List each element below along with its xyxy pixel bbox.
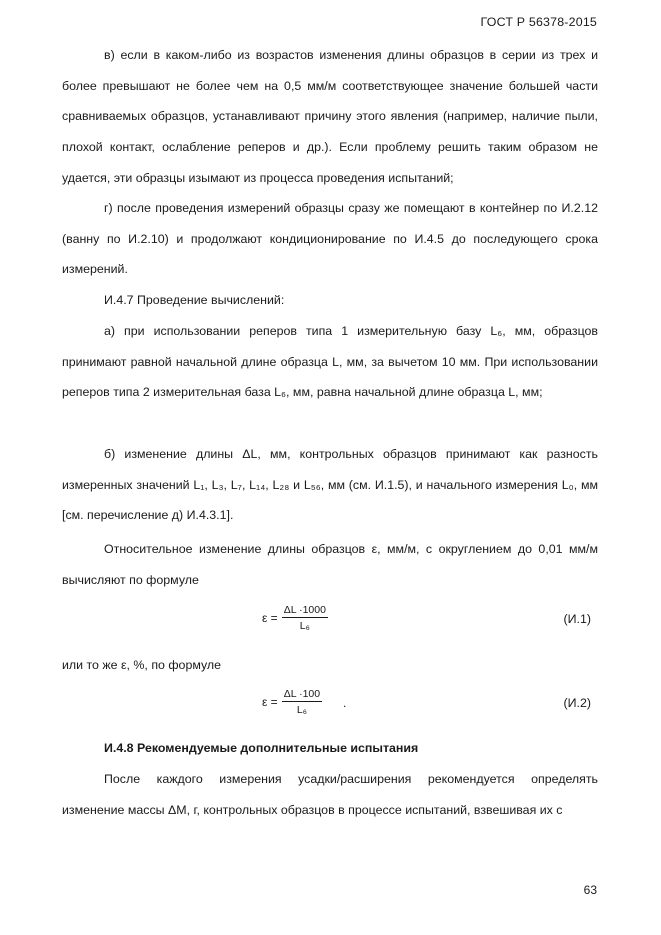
formula-lhs: ε =	[262, 611, 278, 625]
fraction-denominator: L₆	[296, 704, 307, 716]
formula-lhs: ε =	[262, 695, 278, 709]
fraction-denominator: L₆	[299, 620, 310, 632]
paragraph-mass-change: После каждого измерения усадки/расширения рекомендуется определять изменение массы ΔM, г, контрольных образцов в процессе испытаний, взвешивая их с	[62, 772, 598, 817]
fraction	[282, 688, 322, 716]
paragraph-or: или то же ε, %, по формуле	[62, 658, 222, 672]
fraction-numerator: ΔL ·100	[283, 688, 321, 700]
paragraph-relative-change: Относительное изменение длины образцов ε, мм/м, с округлением до 0,01 мм/м вычисляют по формуле	[62, 542, 598, 587]
paragraph-b: б) изменение длины ΔL, мм, контрольных образцов принимают как разность измеренных значений L₁, L₃, L₇, L₁₄, L₂₈ и L₅₆, мм (см. И.1.5), и начального измерения L₀, мм [см. перечисление д) И.4.3.1].	[62, 447, 598, 523]
formula-terminator: .	[343, 696, 347, 710]
fraction-numerator: ΔL ·1000	[283, 604, 326, 616]
paragraph-g: г) после проведения измерений образцы сразу же помещают в контейнер по И.2.12 (ванну по И.2.10) и продолжают кондиционирование по И.4.5 до последующего срока измерений.	[62, 201, 598, 277]
formula-i1	[262, 604, 328, 632]
fraction	[282, 604, 328, 632]
equation-number-i2: (И.2)	[563, 696, 591, 710]
section-i-4-8-heading: И.4.8 Рекомендуемые дополнительные испытания	[104, 741, 419, 755]
document-code-header: ГОСТ Р 56378-2015	[480, 15, 597, 29]
section-i-4-7-title: И.4.7 Проведение вычислений:	[104, 293, 285, 307]
paragraph-a: а) при использовании реперов типа 1 измерительную базу L₆, мм, образцов принимают равной начальной длине образца L, мм, за вычетом 10 мм. При использовании реперов типа 2 измерительная база L₆, мм, равна начальной длине образца L, мм;	[62, 324, 598, 400]
page-number: 63	[583, 883, 597, 897]
paragraph-v: в) если в каком-либо из возрастов изменения длины образцов в серии из трех и более превышают не более чем на 0,5 мм/м соответствующее значение большей части сравниваемых образцов, устанавливают причину этого явления (например, наличие пыли, плохой контакт, ослабление реперов и др.). Если проблему решить таким образом не удается, эти образцы изымают из процесса проведения испытаний;	[62, 48, 598, 185]
equation-number-i1: (И.1)	[563, 612, 591, 626]
formula-i2	[262, 688, 322, 716]
